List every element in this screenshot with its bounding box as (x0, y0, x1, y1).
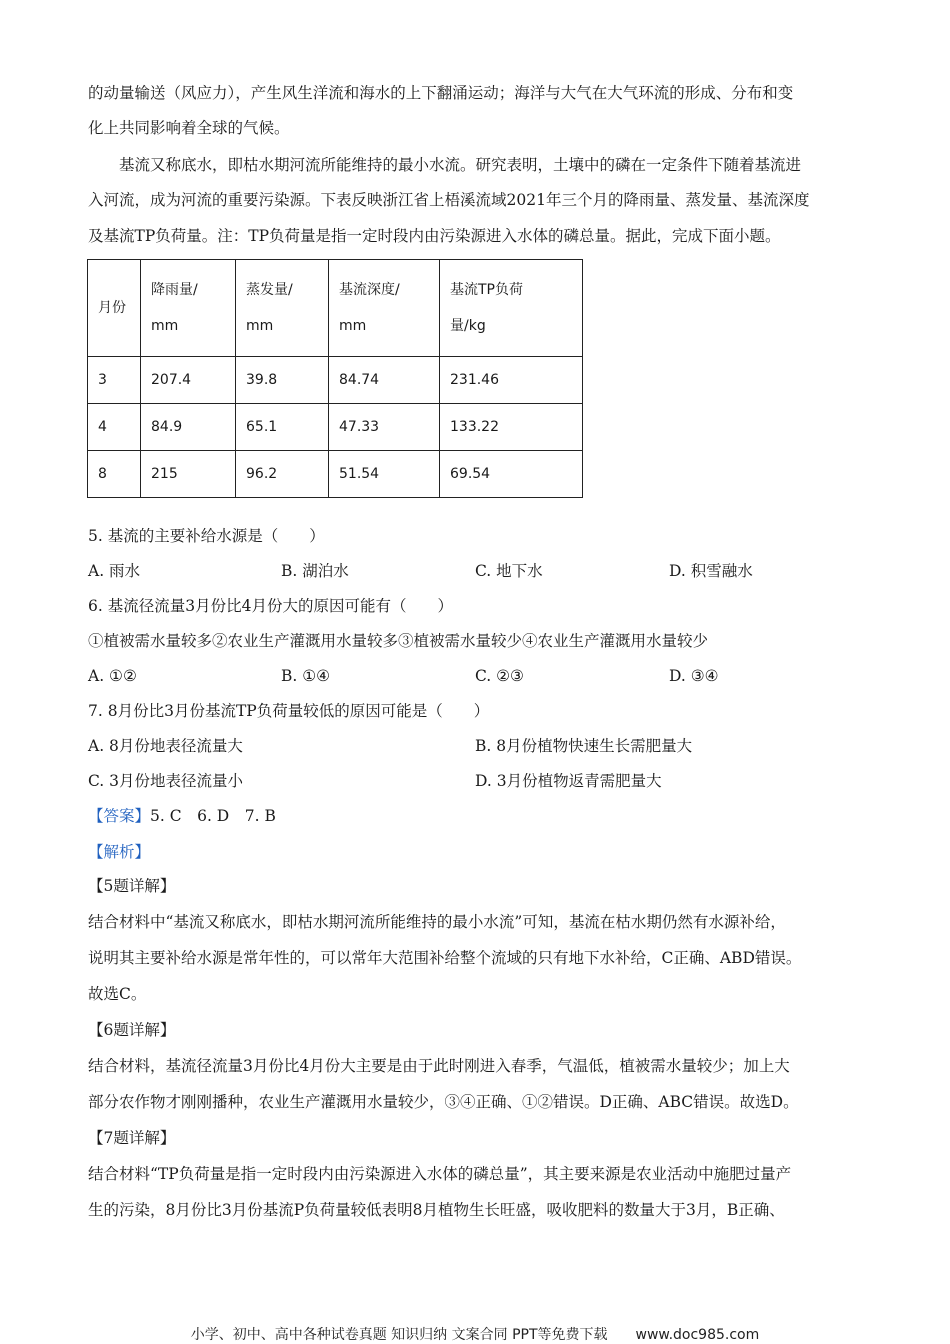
detail-6-title: 【6题详解】 (88, 1021, 176, 1039)
question-6-items: ①植被需水量较多②农业生产灌溉用水量较多③植被需水量较少④农业生产灌溉用水量较少 (88, 632, 709, 650)
detail-7-title: 【7题详解】 (88, 1129, 176, 1147)
detail-7-line: 生的污染，8月份比3月份基流P负荷量较低表明8月植物生长旺盛，吸收肥料的数量大于3月，B正确、 (88, 1201, 785, 1219)
cell-rainfall: 215 (141, 451, 236, 498)
cell-tp: 133.22 (440, 404, 583, 451)
paragraph-line: 入河流，成为河流的重要污染源。下表反映浙江省上梧溪流域2021年三个月的降雨量、蒸发量、基流深度 (88, 191, 810, 209)
q6-option-d: D. ③④ (669, 667, 719, 685)
cell-tp: 231.46 (440, 357, 583, 404)
cell-tp: 69.54 (440, 451, 583, 498)
cell-depth: 51.54 (329, 451, 440, 498)
detail-6-line: 部分农作物才刚刚播种，农业生产灌溉用水量较少，③④正确、①②错误。D正确、ABC错误。故选D。 (88, 1093, 799, 1111)
paragraph-line: 的动量输送（风应力），产生风生洋流和海水的上下翻涌运动；海洋与大气在大气环流的形成、分布和变 (88, 84, 794, 102)
q5-option-c: C. 地下水 (475, 562, 543, 580)
page-footer: 小学、初中、高中各种试卷真题 知识归纳 文案合同 PPT等免费下载 www.doc985.com (190, 1327, 760, 1343)
cell-month: 4 (88, 404, 141, 451)
paragraph-line: 基流又称底水，即枯水期河流所能维持的最小水流。研究表明，土壤中的磷在一定条件下随着基流进 (119, 156, 802, 174)
q7-option-d: D. 3月份植物返青需肥量大 (475, 772, 662, 790)
cell-evaporation: 65.1 (236, 404, 329, 451)
table-row (88, 404, 583, 451)
question-7-stem: 7. 8月份比3月份基流TP负荷量较低的原因可能是（ ） (88, 702, 490, 720)
data-table (87, 259, 583, 498)
q5-option-a: A. 雨水 (88, 562, 141, 580)
cell-month: 8 (88, 451, 141, 498)
cell-evaporation: 39.8 (236, 357, 329, 404)
analysis-tag: 【解析】 (88, 843, 151, 861)
cell-rainfall: 207.4 (141, 357, 236, 404)
detail-5-line: 结合材料中“基流又称底水，即枯水期河流所能维持的最小水流”可知，基流在枯水期仍然有水源补给， (88, 913, 786, 931)
table-header-row (88, 260, 583, 357)
q6-option-a: A. ①② (88, 667, 137, 685)
q5-option-d: D. 积雪融水 (669, 562, 753, 580)
question-5-stem: 5. 基流的主要补给水源是（ ） (88, 527, 325, 545)
header-tp-load: 基流TP负荷 量/kg (440, 260, 583, 357)
detail-5-line: 故选C。 (88, 985, 147, 1003)
q6-option-b: B. ①④ (281, 667, 331, 685)
answer-tag: 【答案】 (88, 807, 151, 825)
cell-depth: 84.74 (329, 357, 440, 404)
cell-month: 3 (88, 357, 141, 404)
header-evaporation: 蒸发量/ mm (236, 260, 329, 357)
cell-depth: 47.33 (329, 404, 440, 451)
detail-5-line: 说明其主要补给水源是常年性的，可以常年大范围补给整个流域的只有地下水补给，C正确、ABD错误。 (88, 949, 802, 967)
header-baseflow-depth: 基流深度/ mm (329, 260, 440, 357)
cell-evaporation: 96.2 (236, 451, 329, 498)
answer-text: 5. C 6. D 7. B (150, 807, 276, 825)
q7-option-a: A. 8月份地表径流量大 (88, 737, 243, 755)
q6-option-c: C. ②③ (475, 667, 524, 685)
cell-rainfall: 84.9 (141, 404, 236, 451)
q7-option-b: B. 8月份植物快速生长需肥量大 (475, 737, 693, 755)
q5-option-b: B. 湖泊水 (281, 562, 349, 580)
q7-option-c: C. 3月份地表径流量小 (88, 772, 244, 790)
table-row (88, 357, 583, 404)
detail-5-title: 【5题详解】 (88, 877, 176, 895)
table-row (88, 451, 583, 498)
detail-7-line: 结合材料“TP负荷量是指一定时段内由污染源进入水体的磷总量”，其主要来源是农业活动中施肥过量产 (88, 1165, 792, 1183)
paragraph-line: 化上共同影响着全球的气候。 (88, 119, 290, 137)
detail-6-line: 结合材料，基流径流量3月份比4月份大主要是由于此时刚进入春季，气温低，植被需水量较少；加上大 (88, 1057, 790, 1075)
paragraph-line: 及基流TP负荷量。注：TP负荷量是指一定时段内由污染源进入水体的磷总量。据此，完成下面小题。 (88, 227, 781, 245)
header-rainfall: 降雨量/ mm (141, 260, 236, 357)
answer-line (88, 806, 276, 826)
question-6-stem: 6. 基流径流量3月份比4月份大的原因可能有（ ） (88, 597, 453, 615)
header-month: 月份 (88, 260, 141, 357)
